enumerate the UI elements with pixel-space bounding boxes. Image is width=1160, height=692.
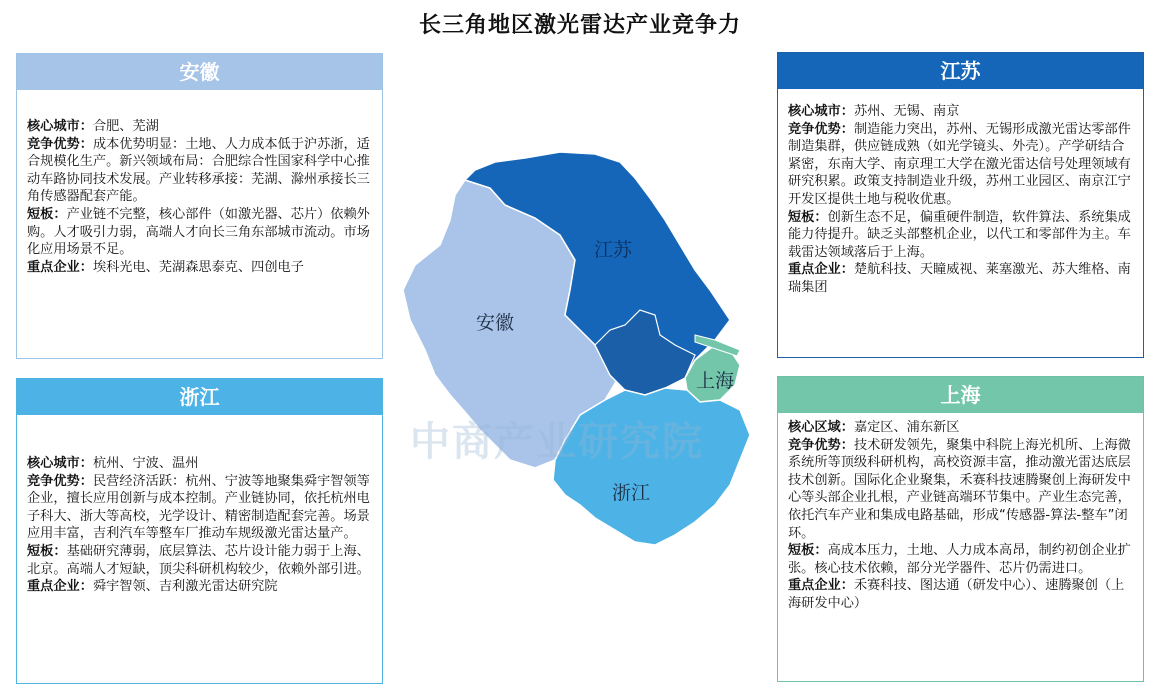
row-label: 核心城市：: [27, 119, 93, 134]
shanghai-weakness: [788, 542, 1133, 577]
row-label: 重点企业：: [27, 579, 93, 595]
anhui-companies: [27, 259, 372, 277]
row-label: 重点企业：: [788, 578, 854, 594]
shanghai-companies: [788, 577, 1133, 612]
shanghai-core-area: [788, 419, 1133, 437]
zhejiang-core-cities: [27, 455, 372, 473]
row-label: 短板：: [27, 543, 67, 559]
anhui-advantage: [27, 136, 372, 206]
shanghai-panel: [777, 376, 1144, 682]
row-text: 基础研究薄弱，底层算法、芯片设计能力弱于上海、北京。高端人才短缺，顶尖科研机构较少，依赖外部引进。: [27, 543, 370, 577]
row-label: 核心城市：: [788, 104, 854, 119]
row-label: 竞争优势：: [27, 473, 93, 489]
zhejiang-advantage: [27, 473, 372, 543]
row-text: 禾赛科技、图达通（研发中心）、速腾聚创（上海研发中心）: [788, 578, 1125, 611]
zhejiang-body: [17, 415, 382, 602]
jiangsu-panel: [777, 52, 1144, 358]
jiangsu-body: [778, 89, 1143, 303]
anhui-body: [17, 90, 382, 282]
row-label: 竞争优势：: [27, 136, 93, 152]
map-label-shanghai: 上海: [696, 370, 735, 392]
row-text: 高成本压力，土地、人力成本高昂，制约初创企业扩张。核心技术依赖，部分光学器件、芯片仍需进口。: [788, 543, 1131, 576]
row-text: 产业链不完整，核心部件（如激光器、芯片）依赖外购。人才吸引力弱，高端人才向长三角东部城市流动。市场化应用场景不足。: [27, 206, 370, 258]
zhejiang-weakness: [27, 543, 372, 578]
watermark: 中商产业研究院: [410, 419, 704, 465]
anhui-panel: [16, 53, 383, 359]
row-text: 成本优势明显：土地、人力成本低于沪苏浙，适合规模化生产。新兴领域布局：合肥综合性国家科学中心推动车路协同技术发展。产业转移承接：芜湖、滁州承接长三角传感器配套产能。: [27, 136, 370, 205]
row-label: 短板：: [788, 543, 828, 559]
row-label: 竞争优势：: [788, 121, 854, 137]
shanghai-body: [778, 413, 1143, 619]
row-text: 杭州、宁波、温州: [92, 456, 199, 471]
anhui-weakness: [27, 206, 372, 259]
row-text: 制造能力突出，苏州、无锡形成激光雷达零部件制造集群，供应链成熟（如光学镜头、外壳）。产学研结合紧密，东南大学、南京理工大学在激光雷达信号处理领域有研究积累。政策支持制造业升级，苏州工业园区、南京江宁开发区提供土地与税收优惠。: [788, 121, 1131, 207]
row-label: 核心区域：: [788, 420, 854, 435]
map-label-zhejiang: 浙江: [612, 482, 651, 504]
row-text: 楚航科技、天瞳威视、莱塞激光、苏大维格、南瑞集团: [788, 262, 1131, 295]
row-label: 短板：: [27, 206, 67, 222]
map-label-anhui: 安徽: [476, 312, 515, 334]
jiangsu-core-cities: [788, 103, 1133, 121]
row-text: 埃科光电、芜湖森思泰克、四创电子: [92, 259, 304, 275]
jiangsu-advantage: [788, 121, 1133, 209]
row-label: 核心城市：: [27, 456, 93, 471]
row-text: 舜宇智领、吉利激光雷达研究院: [92, 579, 278, 595]
row-text: 民营经济活跃：杭州、宁波等地聚集舜宇智领等企业，擅长应用创新与成本控制。产业链协同，依托杭州电子科大、浙大等高校，光学设计、精密制造配套完善。场景应用丰富，吉利汽车等整车厂推动车规级激光雷达量产。: [27, 473, 370, 542]
row-text: 创新生态不足，偏重硬件制造，软件算法、系统集成能力待提升。缺乏头部整机企业，以代工和零部件为主。车载雷达领域落后于上海。: [788, 209, 1131, 260]
jiangsu-weakness: [788, 209, 1133, 262]
zhejiang-header: 浙江: [17, 379, 382, 415]
shanghai-header: 上海: [778, 377, 1143, 413]
jiangsu-companies: [788, 261, 1133, 296]
row-label: 短板：: [788, 209, 828, 225]
zhejiang-companies: [27, 578, 372, 596]
anhui-header: 安徽: [17, 54, 382, 90]
row-text: 嘉定区、浦东新区: [853, 420, 960, 435]
row-label: 重点企业：: [788, 262, 854, 278]
row-text: 合肥、芜湖: [92, 119, 159, 134]
row-label: 竞争优势：: [788, 437, 854, 453]
page-title: 长三角地区激光雷达产业竞争力: [418, 13, 741, 38]
yangtze-delta-map: [395, 150, 765, 550]
row-text: 苏州、无锡、南京: [853, 104, 960, 119]
row-text: 技术研发领先，聚集中科院上海光机所、上海微系统所等顶级科研机构，高校资源丰富，推动激光雷达底层技术创新。国际化企业聚集，禾赛科技速腾聚创上海研发中心等头部企业扎根，产业链高端环节集中。产业生态完善，依托汽车产业和集成电路基础，形成“传感器-算法-整车”闭环。: [788, 437, 1131, 541]
jiangsu-header: 江苏: [778, 53, 1143, 89]
shanghai-advantage: [788, 437, 1133, 543]
row-label: 重点企业：: [27, 259, 93, 275]
zhejiang-panel: [16, 378, 383, 684]
map-label-jiangsu: 江苏: [594, 239, 633, 261]
anhui-core-cities: [27, 118, 372, 136]
